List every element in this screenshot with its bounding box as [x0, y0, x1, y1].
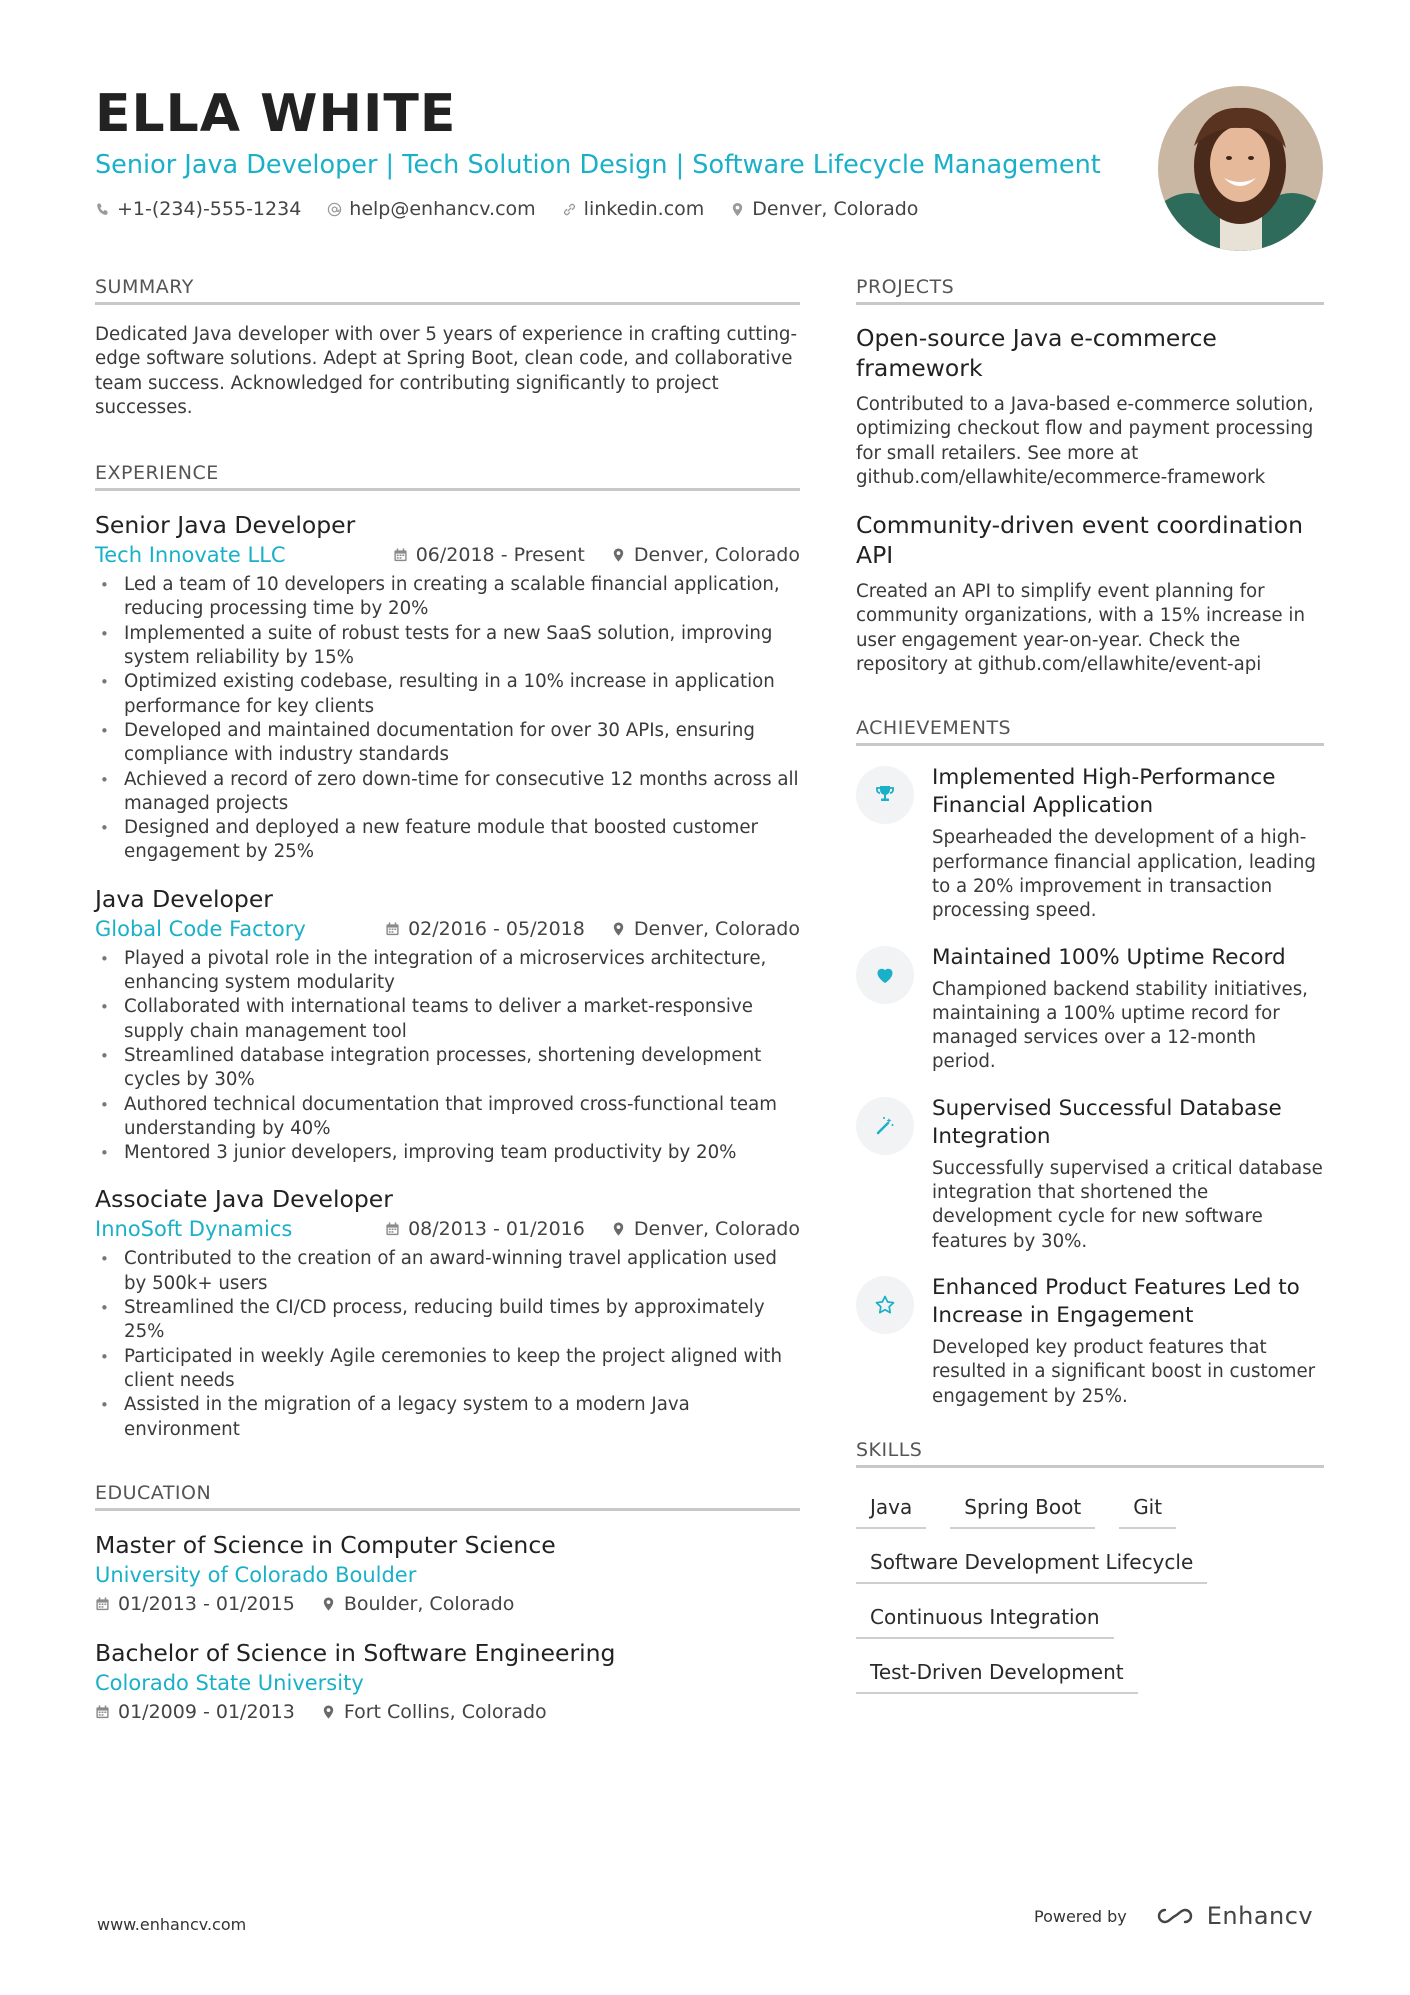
contact-location	[730, 198, 918, 220]
footer-website[interactable]: www.enhancv.com	[97, 1915, 247, 1934]
trophy-icon	[873, 783, 897, 807]
bullet-item: • Mentored 3 junior developers, improving team productivity by 20%	[95, 1141, 800, 1165]
summary-text: Dedicated Java developer with over 5 years of experience in crafting cutting-edge software solutions. Adept at Spring Boot, clean code, and collaborative team success. Acknowledged for contributing significantly to project successes.	[95, 324, 798, 418]
experience-entry	[95, 1183, 800, 1441]
link-icon	[562, 202, 577, 217]
brand-logo[interactable]	[1153, 1902, 1313, 1930]
linkedin-text: linkedin.com	[583, 198, 705, 220]
powered-by-text: Powered by	[1034, 1906, 1127, 1926]
footer-branding	[1034, 1902, 1313, 1930]
job-meta-details	[385, 1218, 800, 1240]
bullet-item: • Streamlined database integration processes, shortening development cycles by 30%	[95, 1044, 800, 1093]
education-dates	[95, 1593, 295, 1615]
contact-email[interactable]	[327, 198, 535, 220]
company-name: Tech Innovate LLC	[95, 543, 286, 568]
education-location	[321, 1593, 515, 1615]
education-location-text: Fort Collins, Colorado	[343, 1700, 547, 1723]
magic-wand-icon	[873, 1114, 897, 1138]
summary-heading: SUMMARY	[95, 276, 800, 305]
school-name: Colorado State University	[95, 1670, 364, 1695]
achievement-title: Maintained 100% Uptime Record	[932, 944, 1286, 970]
school-name: University of Colorado Boulder	[95, 1562, 417, 1587]
skill-tag: Software Development Lifecycle	[856, 1541, 1207, 1584]
education-dates-text: 01/2013 - 01/2015	[118, 1592, 295, 1615]
achievements-heading: ACHIEVEMENTS	[856, 717, 1324, 746]
achievement-icon-wrap	[856, 1097, 914, 1155]
achievement-body	[932, 1095, 1324, 1254]
location-pin-icon	[321, 1704, 336, 1720]
contact-row	[95, 198, 1145, 220]
job-meta-details	[393, 544, 800, 566]
skill-tag: Java	[856, 1486, 926, 1529]
achievement-title: Implemented High-Performance Financial Application	[932, 765, 1276, 819]
education-dates	[95, 1701, 295, 1723]
degree-title: Master of Science in Computer Science	[95, 1530, 556, 1559]
education-location	[321, 1701, 547, 1723]
profile-photo	[1158, 86, 1323, 251]
company-name: InnoSoft Dynamics	[95, 1217, 293, 1242]
achievement-entry	[856, 1095, 1324, 1254]
location-pin-icon	[611, 921, 626, 937]
degree-title: Bachelor of Science in Software Engineering	[95, 1638, 616, 1667]
star-icon	[873, 1293, 897, 1317]
job-title: Java Developer	[95, 884, 273, 913]
phone-text: +1-(234)-555-1234	[117, 198, 302, 220]
resume-header	[95, 84, 1145, 220]
bullet-item: • Streamlined the CI/CD process, reducing build times by approximately 25%	[95, 1296, 800, 1345]
job-meta-details	[385, 918, 800, 940]
right-column	[856, 276, 1324, 1736]
achievement-title: Enhanced Product Features Led to Increase in Engagement	[932, 1274, 1300, 1328]
achievement-icon-wrap	[856, 946, 914, 1004]
calendar-icon	[95, 1704, 110, 1720]
skills-heading: SKILLS	[856, 1439, 1324, 1468]
achievement-description: Championed backend stability initiatives, maintaining a 100% uptime record for managed services over a 12-month period.	[932, 978, 1308, 1073]
calendar-icon	[95, 1596, 110, 1612]
job-dates-text: 06/2018 - Present	[415, 544, 585, 567]
experience-entry	[95, 883, 800, 1166]
project-entry	[856, 323, 1324, 490]
education-meta	[95, 1701, 800, 1723]
skill-tag: Spring Boot	[950, 1486, 1095, 1529]
company-name: Global Code Factory	[95, 916, 306, 941]
job-meta	[95, 543, 800, 567]
at-icon	[327, 202, 342, 217]
calendar-icon	[385, 1221, 400, 1237]
bullet-item: • Developed and maintained documentation for over 30 APIs, ensuring compliance with industry standards	[95, 719, 800, 768]
education-entry	[95, 1529, 800, 1615]
education-dates-text: 01/2009 - 01/2013	[118, 1700, 295, 1723]
email-text: help@enhancv.com	[349, 198, 536, 220]
bullet-item: • Contributed to the creation of an award-winning travel application used by 500k+ users	[95, 1247, 800, 1296]
achievement-entry	[856, 764, 1324, 923]
experience-entry	[95, 509, 800, 865]
project-description: Created an API to simplify event planning for community organizations, with a 15% increase in user engagement year-on-year. Check the repository at github.com/ellawhite/event-api	[856, 581, 1305, 676]
job-location	[611, 918, 800, 940]
job-location-text: Denver, Colorado	[633, 1218, 800, 1241]
education-entry	[95, 1637, 800, 1723]
job-dates	[385, 918, 585, 940]
location-pin-icon	[611, 547, 626, 563]
bullet-item: • Participated in weekly Agile ceremonies to keep the project aligned with client needs	[95, 1345, 800, 1394]
summary-section	[95, 276, 800, 420]
location-pin-icon	[611, 1221, 626, 1237]
achievements-section	[856, 717, 1324, 1408]
contact-phone	[95, 198, 301, 220]
job-location-text: Denver, Colorado	[633, 917, 800, 940]
projects-heading: PROJECTS	[856, 276, 1324, 305]
achievement-icon-wrap	[856, 766, 914, 824]
bullet-item: • Authored technical documentation that improved cross-functional team understanding by 40%	[95, 1093, 800, 1142]
education-heading: EDUCATION	[95, 1482, 800, 1511]
bullet-item: • Led a team of 10 developers in creating a scalable financial application, reducing processing time by 20%	[95, 573, 800, 622]
achievement-title: Supervised Successful Database Integration	[932, 1095, 1282, 1149]
experience-heading: EXPERIENCE	[95, 462, 800, 491]
candidate-title: Senior Java Developer | Tech Solution Design | Software Lifecycle Management	[95, 150, 1101, 180]
skill-tag: Test-Driven Development	[856, 1651, 1138, 1694]
experience-section	[95, 462, 800, 1442]
project-title: Community-driven event coordination API	[856, 511, 1303, 570]
job-dates	[385, 1218, 585, 1240]
skills-section	[856, 1439, 1324, 1694]
contact-linkedin[interactable]	[562, 198, 705, 220]
job-location	[611, 1218, 800, 1240]
skill-tag: Continuous Integration	[856, 1596, 1114, 1639]
achievement-body	[932, 764, 1324, 923]
job-bullets	[95, 573, 800, 865]
achievement-body	[932, 1274, 1324, 1409]
calendar-icon	[385, 921, 400, 937]
bullet-item: • Implemented a suite of robust tests for a new SaaS solution, improving system reliability by 15%	[95, 622, 800, 671]
job-bullets	[95, 1247, 800, 1441]
achievement-description: Successfully supervised a critical database integration that shortened the development cycle for new software features by 30%.	[932, 1157, 1323, 1252]
phone-icon	[95, 202, 110, 217]
skill-tag: Git	[1119, 1486, 1176, 1529]
enhancv-logo-icon	[1153, 1904, 1199, 1928]
heart-icon	[873, 963, 897, 987]
left-column	[95, 276, 800, 1765]
location-pin-icon	[730, 202, 745, 217]
candidate-name: ELLA WHITE	[95, 84, 457, 144]
job-dates	[393, 544, 585, 566]
education-meta	[95, 1593, 800, 1615]
bullet-item: • Collaborated with international teams to deliver a market-responsive supply chain management tool	[95, 995, 800, 1044]
brand-name: Enhancv	[1206, 1902, 1314, 1930]
job-bullets	[95, 947, 800, 1166]
achievement-description: Developed key product features that resulted in a significant boost in customer engagement by 25%.	[932, 1336, 1316, 1407]
location-text: Denver, Colorado	[752, 198, 919, 220]
project-entry	[856, 510, 1324, 677]
location-pin-icon	[321, 1596, 336, 1612]
job-meta	[95, 917, 800, 941]
achievement-entry	[856, 944, 1324, 1075]
achievement-description: Spearheaded the development of a high-performance financial application, leading to a 20% improvement in transaction processing speed.	[932, 827, 1316, 922]
job-dates-text: 08/2013 - 01/2016	[408, 1218, 585, 1241]
job-title: Senior Java Developer	[95, 511, 356, 540]
bullet-item: • Achieved a record of zero down-time for consecutive 12 months across all managed projects	[95, 768, 800, 817]
achievement-entry	[856, 1274, 1324, 1409]
job-title: Associate Java Developer	[95, 1185, 393, 1214]
job-meta	[95, 1217, 800, 1241]
bullet-item: • Assisted in the migration of a legacy system to a modern Java environment	[95, 1393, 800, 1442]
project-description: Contributed to a Java-based e-commerce solution, optimizing checkout flow and payment processing for small retailers. See more at github.com/ellawhite/ecommerce-framework	[856, 394, 1314, 488]
achievement-body	[932, 944, 1324, 1075]
job-location	[611, 544, 800, 566]
job-location-text: Denver, Colorado	[633, 544, 800, 567]
projects-section	[856, 276, 1324, 677]
skills-list	[856, 1486, 1306, 1694]
education-location-text: Boulder, Colorado	[343, 1592, 515, 1615]
project-title: Open-source Java e-commerce framework	[856, 324, 1217, 382]
achievement-icon-wrap	[856, 1276, 914, 1334]
bullet-item: • Designed and deployed a new feature module that boosted customer engagement by 25%	[95, 816, 800, 865]
calendar-icon	[393, 547, 408, 563]
bullet-item: • Optimized existing codebase, resulting in a 10% increase in application performance for key clients	[95, 670, 800, 719]
education-section	[95, 1482, 800, 1723]
job-dates-text: 02/2016 - 05/2018	[408, 917, 585, 940]
bullet-item: • Played a pivotal role in the integration of a microservices architecture, enhancing system modularity	[95, 947, 800, 996]
